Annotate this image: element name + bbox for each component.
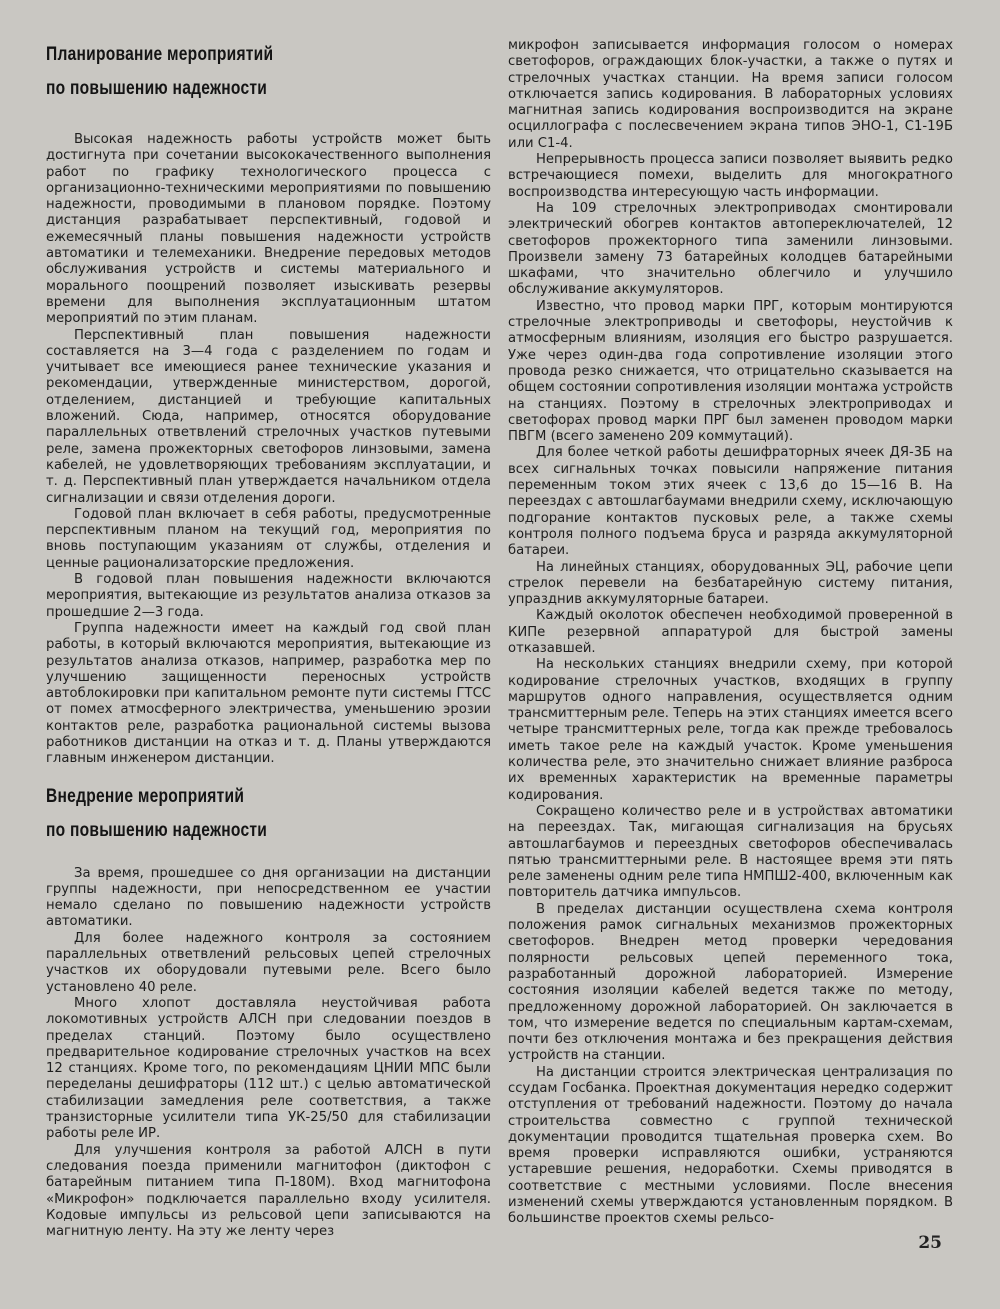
paragraph: За время, прошедшее со дня организации на дистанции группы надежности, при непосредственном ее участии немало сделано по повышению надежности устройств автоматики. — [46, 865, 491, 930]
paragraph: Непрерывность процесса записи позволяет выявить редко встречающиеся помехи, выделить для многократного воспроизводства интересующую часть информации. — [508, 152, 953, 200]
paragraph: Известно, что провод марки ПРГ, которым монтируются стрелочные электроприводы и светофоры, неустойчив к атмосферным влияниям, изоляция его быстро разрушается. Уже через один-два года сопротивление изоляции этого провода резко снижается, что отрицательно сказывается на общем состоянии сопротивления изоляции монтажа устройств на станциях. Поэтому в стрелочных электроприводах и светофорах провод марки ПРГ был заменен проводом марки ПВГМ (всего заменено 209 коммутаций). — [508, 298, 953, 445]
paragraph: Сокращено количество реле и в устройствах автоматики на переездах. Так, мигающая сигнализация на брусьях автошлагбаумов и переездных светофоров обеспечивалась пятью трансмиттерными реле. В настоящее время эти пять реле заменены одним реле типа НМПШ2-400, включенным как повторитель датчика импульсов. — [508, 803, 953, 901]
paragraph: В годовой план повышения надежности включаются мероприятия, вытекающие из результатов анализа отказов за прошедшие 2—3 года. — [46, 572, 491, 620]
right-column — [508, 38, 953, 1228]
paragraph: На нескольких станциях внедрили схему, при которой кодирование стрелочных участков, входящих в группу маршрутов одного направления, осуществляется одним трансмиттерным реле. Теперь на этих станциях имеется всего четыре трансмиттерных реле, тогда как прежде требовалось иметь такое реле на каждый участок. Кроме уменьшения количества реле, это значительно снижает влияние разброса их временных характеристик на временные параметры кодирования. — [508, 657, 953, 803]
paragraph: Для более четкой работы дешифраторных ячеек ДЯ-3Б на всех сигнальных точках повысили напряжение питания переменным током этих ячеек с 13,6 до 15—16 В. На переездах с автошлагбаумами внедрили схему, исключающую подгорание контактов пусковых реле, а также схемы контроля полного подъема бруса и разряда аккумуляторной батареи. — [508, 445, 953, 559]
section-heading-implementation — [46, 780, 491, 848]
paragraph: На линейных станциях, оборудованных ЭЦ, рабочие цепи стрелок перевели на безбатарейную систему питания, упразднив аккумуляторные батареи. — [508, 559, 953, 608]
heading-line: по повышению надежности — [46, 819, 268, 841]
paragraph: Годовой план включает в себя работы, предусмотренные перспективным планом на текущий год, мероприятия по вновь поступающим указаниям от службы, отделения и ценные рационализаторские предложения. — [46, 506, 491, 571]
paragraph: Каждый околоток обеспечен необходимой проверенной в КИПе резервной аппаратурой для быстрой замены отказавшей. — [508, 608, 953, 656]
heading-line: Внедрение мероприятий — [46, 785, 245, 807]
paragraph: Высокая надежность работы устройств может быть достигнута при сочетании высококачественного выполнения работ по графику технологического процесса с организационно-техническими мероприятиями по повышению надежности, проводимыми в плановом порядке. Поэтому дистанция разрабатывает перспективный, годовой и ежемесячный планы повышения надежности устройств автоматики и телемеханики. Внедрение передовых методов обслуживания устройств и системы материального и морального поощрений позволяет изыскивать резервы времени для выполнения эксплуатационным штатом мероприятий по этим планам. — [46, 132, 491, 327]
left-column — [46, 38, 491, 1240]
section-heading-planning — [46, 38, 491, 106]
paragraph: Много хлопот доставляла неустойчивая работа локомотивных устройств АЛСН при следовании поездов в пределах станций. Поэтому было осуществлено предварительное кодирование стрелочных участков на всех 12 станциях. Кроме того, по рекомендациям ЦНИИ МПС были переделаны дешифраторы (112 шт.) с целью автоматической стабилизации замедления реле соответствия, а также транзисторные усилители типа УК-25/50 для стабилизации работы реле ИР. — [46, 995, 491, 1142]
heading-line: Планирование мероприятий — [46, 44, 274, 65]
paragraph: На 109 стрелочных электроприводах смонтировали электрический обогрев контактов автопереключателей, 12 светофоров прожекторного типа заменили линзовыми. Произвели замену 73 батарейных колодцев батарейными шкафами, что значительно облегчило и улучшило обслуживание аккумуляторов. — [508, 200, 953, 298]
paragraph: В пределах дистанции осуществлена схема контроля положения рамок сигнальных механизмов прожекторных светофоров. Внедрен метод проверки чередования полярности рельсовых цепей переменного тока, разработанный дорожной лабораторией. Измерение состояния изоляции кабелей ведется также по методу, предложенному дорожной лабораторией. Он заключается в том, что измерение ведется по специальным картам-схемам, почти без отключения монтажа и без прекращения действия устройств на станции. — [508, 901, 953, 1064]
paragraph: Для улучшения контроля за работой АЛСН в пути следования поезда применили магнитофон (диктофон с батарейным питанием типа П-180М). Вход магнитофона «Микрофон» подключается параллельно входу усилителя. Кодовые импульсы из рельсовой цепи записываются на магнитную ленту. На эту же ленту через — [46, 1142, 491, 1240]
paragraph: Для более надежного контроля за состоянием параллельных ответвлений рельсовых цепей стрелочных участков их оборудовали путевыми реле. Всего было установлено 40 реле. — [46, 930, 491, 995]
paragraph: Группа надежности имеет на каждый год свой план работы, в который включаются мероприятия, вытекающие из результатов анализа отказов, например, разработка мер по улучшению защищенности переносных устройств автоблокировки при капитальном ремонте пути системы ГТСС от помех атмосферного электричества, уменьшению эрозии контактов реле, разработка рациональной системы вызова работников дистанции на отказ и т. д. Планы утверждаются главным инженером дистанции. — [46, 620, 491, 767]
paragraph: На дистанции строится электрическая централизация по ссудам Госбанка. Проектная документация нередко содержит отступления от требований надежности. Поэтому до начала строительства совместно с группой технической документации проводится тщательная проверка схем. Во время проверки исправляются ошибки, устраняются устаревшие решения, недоработки. Схемы приводятся в соответствие с местными условиями. После внесения изменений схемы утверждаются установленным порядком. В большинстве проектов схемы рельсо- — [508, 1064, 953, 1227]
paragraph-continuation: микрофон записывается информация голосом о номерах светофоров, ограждающих блок-участки, а также о путях и стрелочных участках станции. На время записи голосом отключается запись кодирования. В лабораторных условиях магнитная запись кодирования воспроизводится на экране осциллографа с послесвечением экрана типов ЭНО-1, С1-19Б или С1-4. — [508, 38, 953, 151]
paragraph: Перспективный план повышения надежности составляется на 3—4 года с разделением по годам и учитывает все имеющиеся ранее технические указания и рекомендации, утвержденные министерством, дорогой, отделением, дистанцией и требующие капитальных вложений. Сюда, например, относятся оборудование параллельных ответвлений стрелочных участков путевыми реле, замена прожекторных светофоров линзовыми, замена кабелей, не удовлетворяющих требованиям эксплуатации, и т. д. Перспективный план утверждается начальником отдела сигнализации и связи отделения дороги. — [46, 327, 491, 506]
page-number: 25 — [918, 1233, 942, 1253]
heading-line: по повышению надежности — [46, 78, 268, 99]
